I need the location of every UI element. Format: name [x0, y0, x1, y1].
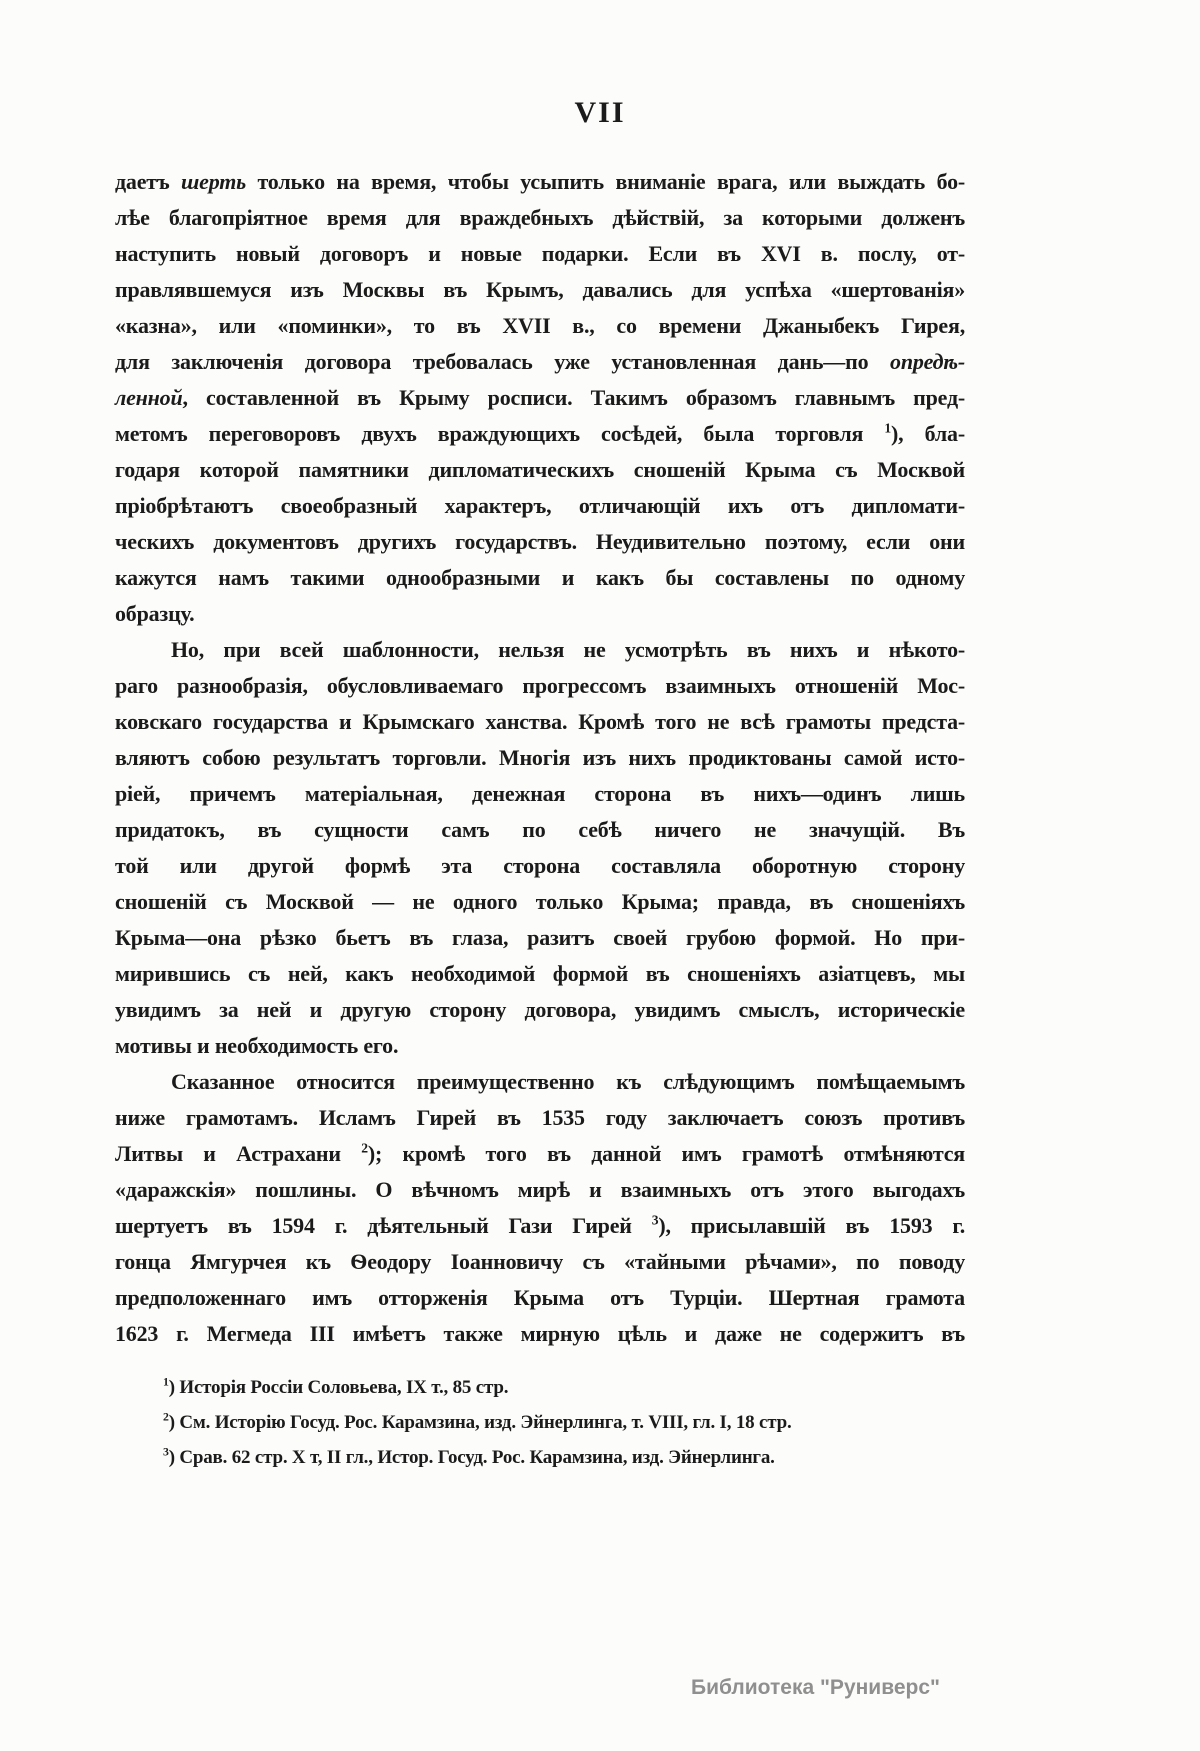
text-line [115, 1028, 965, 1064]
text-run: ческихъ документовъ другихъ государствъ. Неудивительно поэтому, если они [115, 529, 965, 554]
text-run: даетъ [115, 169, 182, 194]
text-run: мотивы и необходимость его. [115, 1033, 399, 1058]
text-run: , составленной въ Крыму росписи. Такимъ образомъ главнымъ пред- [182, 385, 965, 410]
text-line [115, 776, 965, 812]
text-run: метомъ переговоровъ двухъ враждующихъ сосѣдей, была торговля [115, 421, 885, 446]
footnote-ref: 2 [361, 1140, 368, 1156]
text-line [115, 488, 965, 524]
text-run: той или другой формѣ эта сторона составляла оборотную сторону [115, 853, 965, 878]
text-run: ) Срав. 62 стр. X т, II гл., Истор. Госуд. Рос. Карамзина, изд. Эйнерлинга. [168, 1447, 775, 1468]
text-line [115, 1172, 965, 1208]
text-run: «казна», или «поминки», то въ XVII в., со времени Джаныбекъ Гирея, [115, 313, 965, 338]
text-line [115, 920, 965, 956]
paragraph [115, 164, 965, 632]
library-watermark: Библиотека "Руниверс" [690, 1676, 940, 1699]
text-run: ниже грамотамъ. Исламъ Гирей въ 1535 году заключаетъ союзъ противъ [115, 1105, 965, 1130]
text-run: ) См. Исторію Госуд. Рос. Карамзина, изд. Эйнерлинга, т. VIII, гл. I, 18 стр. [168, 1412, 792, 1433]
text-run: Сказанное относится преимущественно къ слѣдующимъ помѣщаемымъ [171, 1069, 965, 1094]
text-line [115, 632, 965, 668]
footnote-ref: 2 [163, 1410, 169, 1424]
text-line [115, 668, 965, 704]
footnote-ref: 3 [163, 1445, 169, 1459]
body-text [115, 164, 965, 1352]
text-run: только на время, чтобы усыпить вниманіе врага, или выждать бо- [246, 169, 966, 194]
text-run: увидимъ за ней и другую сторону договора, увидимъ смыслъ, историческіе [115, 997, 965, 1022]
footnote-ref: 1 [163, 1375, 169, 1389]
text-line [115, 812, 965, 848]
text-run: 1623 г. Мегмеда III имѣетъ также мирную цѣль и даже не содержитъ въ [115, 1321, 965, 1346]
text-line [115, 380, 965, 416]
text-line [115, 1316, 965, 1352]
italic-text: ленной [115, 385, 183, 410]
text-line [163, 1370, 965, 1405]
text-run: «даражскія» пошлины. О вѣчномъ мирѣ и взаимныхъ отъ этого выгодахъ [115, 1177, 965, 1202]
text-run: пріобрѣтаютъ своеобразный характеръ, отличающій ихъ отъ дипломати- [115, 493, 965, 518]
text-run: для заключенія договора требовалась уже установленная дань—по [115, 349, 891, 374]
text-line [115, 1208, 965, 1244]
text-run: мирившись съ ней, какъ необходимой формой въ сношеніяхъ азіатцевъ, мы [115, 961, 965, 986]
text-line [115, 236, 965, 272]
text-line [115, 524, 965, 560]
paragraph [115, 632, 965, 1064]
text-line [115, 884, 965, 920]
text-run: шертуетъ въ 1594 г. дѣятельный Гази Гирей [115, 1213, 652, 1238]
text-run: Литвы и Астрахани [115, 1141, 362, 1166]
footnote-ref: 1 [884, 420, 892, 436]
text-line [115, 1100, 965, 1136]
text-line [115, 344, 965, 380]
text-run: образцу. [115, 601, 195, 626]
text-line [115, 956, 965, 992]
italic-text: шерть [181, 169, 246, 194]
text-run: ) Исторія Россіи Соловьева, IX т., 85 стр. [168, 1377, 509, 1398]
text-line [115, 596, 965, 632]
text-line [115, 560, 965, 596]
text-run: Крыма—она рѣзко бьетъ въ глаза, разитъ своей грубою формой. Но при- [115, 925, 965, 950]
text-run: наступить новый договоръ и новые подарки. Если въ XVI в. послу, от- [115, 241, 965, 266]
text-line [115, 308, 965, 344]
text-line [115, 1244, 965, 1280]
text-line [115, 1064, 965, 1100]
text-run: ковскаго государства и Крымскаго ханства. Кромѣ того не всѣ грамоты предста- [115, 709, 965, 734]
footnote-ref: 3 [651, 1212, 659, 1228]
text-line [115, 416, 965, 452]
italic-text: опредѣ- [890, 349, 965, 374]
paragraph [115, 1064, 965, 1352]
text-run: правлявшемуся изъ Москвы въ Крымъ, давались для успѣха «шертованія» [115, 277, 965, 302]
text-run: вляютъ собою результатъ торговли. Многія изъ нихъ продиктованы самой исто- [115, 745, 965, 770]
footnotes [163, 1370, 965, 1475]
text-run: ), присылавшій въ 1593 г. [658, 1213, 965, 1238]
text-run: придатокъ, въ сущности самъ по себѣ ничего не значущій. Въ [115, 817, 965, 842]
text-run: ); кромѣ того въ данной имъ грамотѣ отмѣняются [367, 1141, 965, 1166]
text-run: лѣе благопріятное время для враждебныхъ дѣйствій, за которыми долженъ [115, 205, 965, 230]
text-run: годаря которой памятники дипломатическихъ сношеній Крыма съ Москвой [115, 457, 965, 482]
text-line [115, 1136, 965, 1172]
text-run: раго разнообразія, обусловливаемаго прогрессомъ взаимныхъ отношеній Мос- [115, 673, 965, 698]
text-run: ріей, причемъ матеріальная, денежная сторона въ нихъ—одинъ лишь [115, 781, 965, 806]
text-line [115, 848, 965, 884]
text-run: кажутся намъ такими однообразными и какъ бы составлены по одному [115, 565, 965, 590]
text-line [115, 992, 965, 1028]
text-line [115, 704, 965, 740]
text-line [115, 452, 965, 488]
text-line [115, 1280, 965, 1316]
text-line [163, 1405, 965, 1440]
text-run: гонца Ямгурчея къ Ѳеодору Іоанновичу съ «тайными рѣчами», по поводу [115, 1249, 965, 1274]
text-line [115, 164, 965, 200]
text-line [115, 272, 965, 308]
text-run: Но, при всей шаблонности, нельзя не усмотрѣть въ нихъ и нѣкото- [171, 637, 965, 662]
page-number: VII [574, 96, 626, 129]
text-line [163, 1440, 965, 1475]
text-line [115, 740, 965, 776]
text-run: ), бла- [891, 421, 965, 446]
text-run: предположеннаго имъ отторженія Крыма отъ Турціи. Шертная грамота [115, 1285, 965, 1310]
text-line [115, 200, 965, 236]
text-run: сношеній съ Москвой — не одного только Крыма; правда, въ сношеніяхъ [115, 889, 965, 914]
